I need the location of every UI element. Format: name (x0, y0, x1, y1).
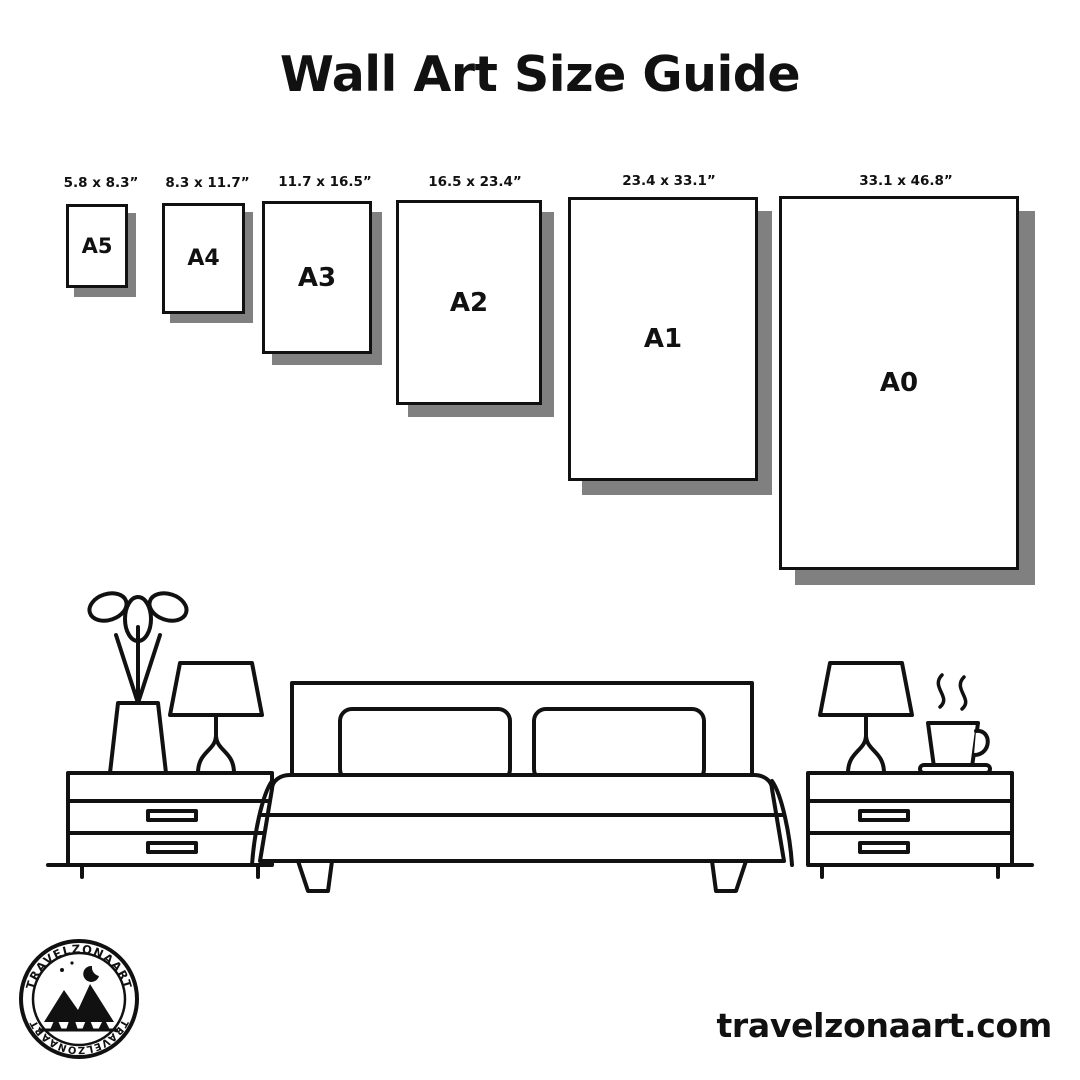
frame-label-a2: A2 (449, 287, 489, 318)
frame-a3[interactable] (262, 201, 372, 354)
frame-label-a1: A1 (643, 324, 683, 354)
coffee-mug (920, 675, 990, 773)
frame-a2[interactable] (396, 200, 542, 405)
frame-dimension-a4: 8.3 x 11.7” (165, 175, 250, 191)
frame-dimension-a3: 11.7 x 16.5” (278, 174, 372, 190)
bed (252, 683, 792, 891)
brand-logo[interactable] (18, 938, 140, 1060)
frame-dimension-a2: 16.5 x 23.4” (428, 174, 522, 190)
page-title: Wall Art Size Guide (279, 46, 801, 103)
lamp-left (170, 663, 262, 773)
lamp-right (820, 663, 912, 773)
frame-dimension-a1: 23.4 x 33.1” (622, 173, 716, 189)
website-url[interactable]: travelzonaart.com (716, 1006, 1052, 1045)
frame-label-a4: A4 (187, 246, 220, 271)
frame-label-a5: A5 (81, 234, 113, 258)
frame-a1[interactable] (568, 197, 758, 481)
nightstand-right (808, 773, 1012, 877)
bedroom-illustration (40, 575, 1040, 905)
plant-left (86, 589, 190, 773)
frame-label-a0: A0 (879, 368, 919, 398)
frame-label-a3: A3 (297, 262, 337, 293)
frame-a0[interactable] (779, 196, 1019, 570)
logo-bottom-text: TRAVELZONAART (28, 1017, 130, 1056)
frame-dimension-a5: 5.8 x 8.3” (63, 175, 139, 191)
nightstand-left (68, 773, 272, 877)
frame-a5[interactable] (66, 204, 128, 288)
frame-dimension-a0: 33.1 x 46.8” (859, 173, 953, 189)
frame-a4[interactable] (162, 203, 245, 314)
logo-top-text: TRAVELZONAART (23, 941, 135, 991)
